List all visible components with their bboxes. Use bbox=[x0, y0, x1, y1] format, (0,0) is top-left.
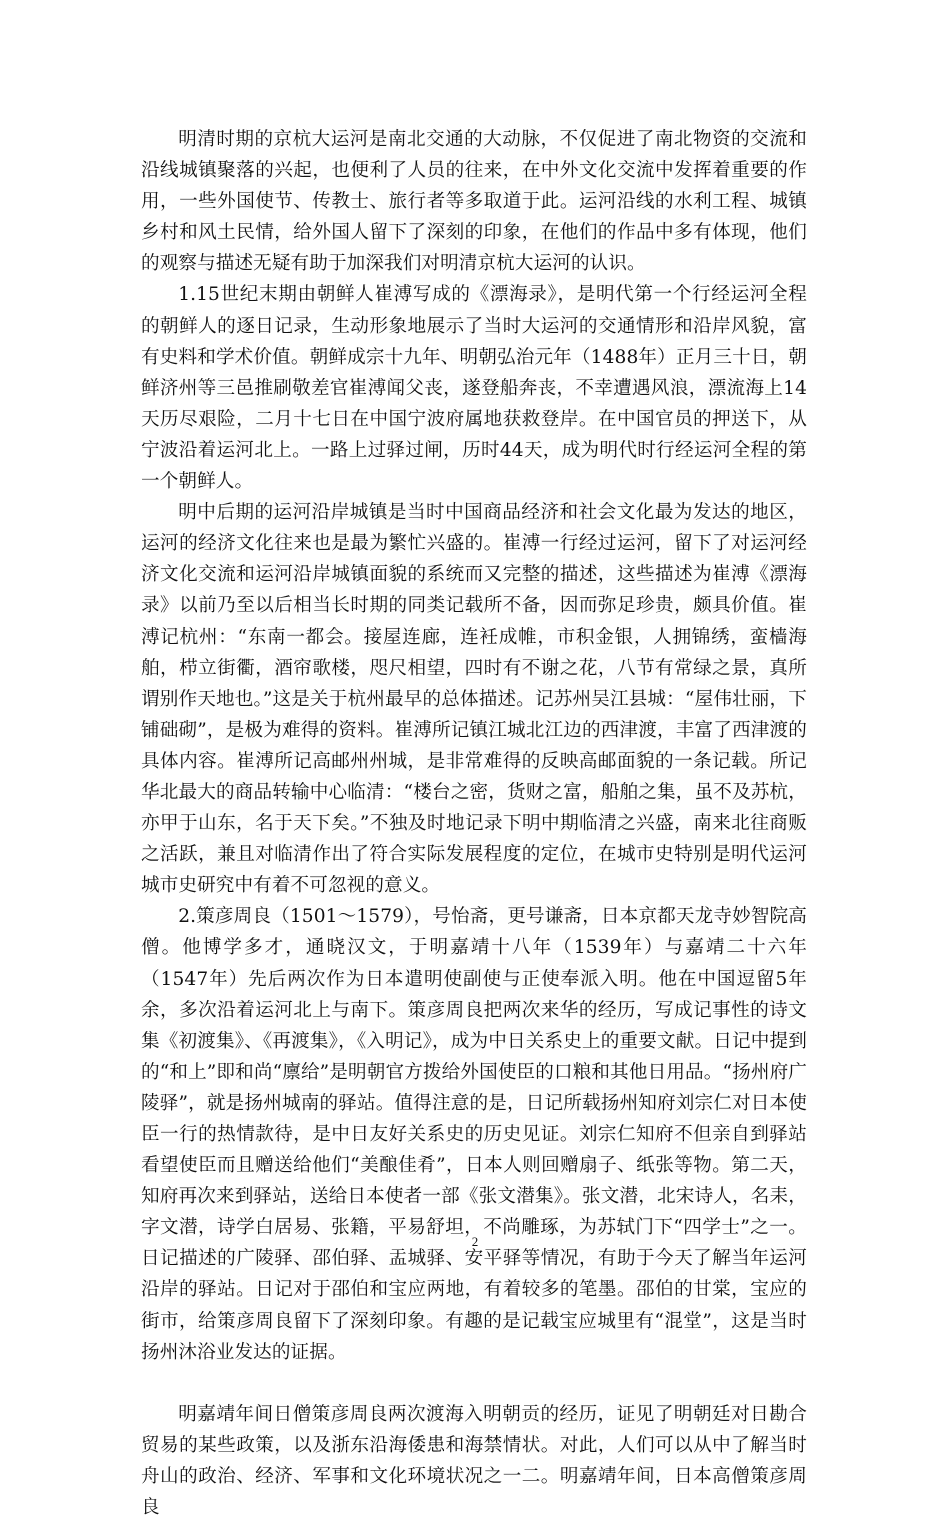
page-number: 2 bbox=[471, 1234, 479, 1249]
paragraph-sakugen: 2.策彦周良（1501～1579），号怡斋，更号谦斋，日本京都天龙寺妙智院高僧。他博学多才，通晓汉文，于明嘉靖十八年（1539年）与嘉靖二十六年（1547年）先后两次作为日本遣明使副使与正使奉派入明。他在中国逗留5年余，多次沿着运河北上与南下。策彦周良把两次来华的经历，写成记事性的诗文集《初渡集》、《再渡集》，《入明记》，成为中日关系史上的重要文献。日记中提到的“和上”即和尚“廪给”是明朝官方拨给外国使臣的口粮和其他日用品。“扬州府广陵驿”，就是扬州城南的驿站。值得注意的是，日记所载扬州知府刘宗仁对日本使臣一行的热情款待，是中日友好关系史的历史见证。刘宗仁知府不但亲自到驿站看望使臣而且赠送给他们“美酿佳肴”，日本人则回赠扇子、纸张等物。第二天，知府再次来到驿站，送给日本使者一部《张文潜集》。张文潜，北宋诗人，名耒，字文潜，诗学白居易、张籍，平易舒坦，不尚雕琢，为苏轼门下“四学士”之一。日记描述的广陵驿、邵伯驿、盂城驿、安平驿等情况，有助于今天了解当年运河沿岸的驿站。日记对于邵伯和宝应两地，有着较多的笔墨。邵伯的甘棠，宝应的街市，给策彦周良留下了深刻印象。有趣的是记载宝应城里有“混堂”，这是当时扬州沐浴业发达的证据。 bbox=[141, 906, 807, 1363]
paragraph-choe-bu: 1.15世纪末期由朝鲜人崔溥写成的《漂海录》，是明代第一个行经运河全程的朝鲜人的逐日记录，生动形象地展示了当时大运河的交通情形和沿岸风貌，富有史料和学术价值。朝鲜成宗十九年、明朝弘治元年（1488年）正月三十日，朝鲜济州等三邑推刷敬差官崔溥闻父丧，遂登船奔丧，不幸遭遇风浪，漂流海上14天历尽艰险，二月十七日在中国宁波府属地获救登岸。在中国官员的押送下，从宁波沿着运河北上。一路上过驿过闸，历时44天，成为明代时行经运河全程的第一个朝鲜人。 bbox=[141, 284, 807, 493]
paragraph-intro: 明清时期的京杭大运河是南北交通的大动脉，不仅促进了南北物资的交流和沿线城镇聚落的兴起，也便利了人员的往来，在中外文化交流中发挥着重要的作用，一些外国使节、传教士、旅行者等多取道于此。运河沿线的水利工程、城镇乡村和风土民情，给外国人留下了深刻的印象，在他们的作品中多有体现，他们的观察与描述无疑有助于加深我们对明清京杭大运河的认识。 bbox=[141, 129, 807, 275]
paragraph-canal-towns: 明中后期的运河沿岸城镇是当时中国商品经济和社会文化最为发达的地区，运河的经济文化往来也是最为繁忙兴盛的。崔溥一行经过运河，留下了对运河经济文化交流和运河沿岸城镇面貌的系统而又完整的描述，这些描述为崔溥《漂海录》以前乃至以后相当长时期的同类记载所不备，因而弥足珍贵，颇具价值。崔溥记杭州：“东南一都会。接屋连廊，连衽成帷，市积金银，人拥锦绣，蛮樯海舶，栉立街衢，酒帘歌楼，咫尺相望，四时有不谢之花，八节有常绿之景，真所谓别作天地也。”这是关于杭州最早的总体描述。记苏州吴江县城：“屋伟壮丽，下铺础砌”，是极为难得的资料。崔溥所记镇江城北江边的西津渡，丰富了西津渡的具体内容。崔溥所记高邮州州城，是非常难得的反映高邮面貌的一条记载。所记华北最大的商品转输中心临清：“楼台之密，货财之富，船舶之集，虽不及苏杭，亦甲于山东，名于天下矣。”不独及时地记录下明中期临清之兴盛，南来北往商贩之活跃，兼且对临清作出了符合实际发展程度的定位，在城市史特别是明代运河城市史研究中有着不可忽视的意义。 bbox=[141, 502, 807, 897]
document-body bbox=[141, 124, 807, 1523]
paragraph-gap bbox=[141, 1368, 807, 1399]
paragraph-jiajing: 明嘉靖年间日僧策彦周良两次渡海入明朝贡的经历，证见了明朝廷对日勘合贸易的某些政策，以及浙东沿海倭患和海禁情状。对此，人们可以从中了解当时舟山的政治、经济、军事和文化环境状况之一二。明嘉靖年间，日本高僧策彦周良 bbox=[141, 1403, 807, 1519]
